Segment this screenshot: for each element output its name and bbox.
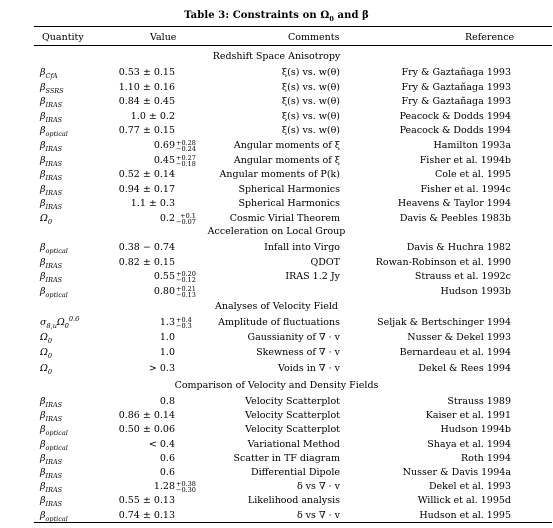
table-row [0, 495, 553, 507]
quantity-symbol: β [40, 154, 46, 166]
value-cell [160, 347, 175, 359]
quantity-cell [40, 242, 68, 254]
reference-cell: Seljak & Bertschinger 1994 [377, 317, 511, 328]
comment-cell: IRAS 1.2 Jy [285, 271, 340, 283]
quantity-symbol: σ [40, 317, 47, 328]
table-row [0, 332, 553, 344]
quantity-cell [40, 510, 68, 522]
quantity-symbol: β [40, 509, 46, 521]
value-cell [119, 495, 175, 507]
reference-cell: Hudson et al. 1995 [419, 509, 511, 521]
table-row [0, 510, 553, 522]
quantity-subscript: optical [45, 246, 68, 255]
value-main: 0.55 ± 0.13 [118, 495, 175, 507]
table-row [0, 453, 553, 465]
quantity-symbol: β [40, 110, 46, 122]
value-upper: +0.20 [176, 270, 196, 279]
quantity-cell [40, 213, 52, 225]
quantity-symbol: β [40, 140, 46, 151]
quantity-symbol: Ω [40, 362, 48, 374]
top-rule [34, 26, 552, 27]
quantity-cell [40, 481, 62, 493]
value-main: > 0.3 [148, 362, 175, 374]
comment-cell: Velocity Scatterplot [245, 396, 340, 407]
value-upper: +0.1 [180, 212, 196, 220]
value-cell [119, 82, 175, 94]
quantity-subscript: optical [45, 443, 68, 452]
value-uncertainty [176, 271, 196, 283]
section-title: Redshift Space Anisotropy [212, 51, 341, 62]
value-cell [159, 316, 192, 330]
reference-cell: Nusser & Dekel 1993 [407, 332, 511, 344]
value-upper: +0.27 [176, 153, 196, 162]
value-cell [149, 439, 175, 451]
comment-cell: Spherical Harmonics [238, 198, 340, 210]
value-main: 0.50 ± 0.06 [118, 424, 175, 436]
table-row [0, 140, 553, 152]
value-cell [160, 396, 175, 408]
value-cell [160, 453, 175, 465]
quantity-symbol: β [40, 481, 46, 493]
comment-cell: Skewness of ∇ · v [256, 347, 340, 359]
value-uncertainty [176, 317, 192, 329]
value-main: 0.69 [153, 140, 175, 151]
quantity-symbol: β [40, 410, 46, 422]
value-main: 0.6 [159, 452, 175, 464]
quantity-subscript: optical [45, 514, 68, 523]
quantity-cell [40, 363, 52, 375]
value-cell [131, 111, 175, 123]
header-rule [34, 45, 552, 46]
table-row [0, 424, 553, 436]
comment-cell: Variational Method [247, 438, 340, 450]
value-cell [119, 424, 175, 436]
quantity-symbol: β [40, 198, 46, 210]
quantity-subscript: IRAS [45, 174, 63, 183]
value-cell [119, 257, 175, 269]
table-row [0, 439, 553, 451]
value-main: 0.80 [153, 286, 175, 298]
value-cell [153, 139, 196, 153]
quantity-subscript: IRAS [45, 101, 63, 110]
quantity-cell [40, 257, 62, 269]
value-cell [119, 96, 175, 108]
quantity-subscript: IRAS [45, 188, 63, 197]
table-row [0, 198, 553, 210]
value-main: 1.0 [159, 347, 175, 359]
table-caption: Table 3: Constraints on $\Omega_0$ and β [184, 10, 369, 23]
reference-cell: Fry & Gaztañaga 1993 [401, 67, 511, 78]
value-main: 0.8 [159, 396, 175, 407]
reference-cell: Hudson 1993b [440, 286, 511, 298]
reference-cell: Hamilton 1993a [433, 140, 511, 151]
comment-cell: Scatter in TF diagram [233, 452, 340, 464]
table-row [0, 347, 553, 359]
reference-cell: Fry & Gaztañaga 1993 [401, 96, 511, 108]
value-main: 1.0 [159, 332, 175, 344]
comment-cell: Gaussianity of ∇ · v [247, 332, 340, 344]
value-cell [119, 169, 175, 181]
value-lower: −0.07 [176, 218, 196, 226]
reference-cell: Fry & Gaztañaga 1993 [401, 81, 511, 93]
table-row [0, 363, 553, 375]
quantity-cell [40, 140, 62, 152]
quantity-subscript: IRAS [45, 159, 63, 168]
quantity-subscript: 0 [47, 352, 53, 361]
reference-cell: Shaya et al. 1994 [427, 438, 511, 450]
quantity-tail-superscript: 0.6 [68, 314, 80, 323]
table-row [0, 82, 553, 94]
value-main: 0.53 ± 0.15 [118, 67, 175, 78]
quantity-cell [40, 198, 62, 210]
table-row [0, 96, 553, 108]
comment-cell: Voids in ∇ · v [278, 362, 340, 374]
value-main: < 0.4 [148, 438, 175, 450]
section-title: Acceleration on Local Group [207, 226, 346, 237]
value-main: 0.45 [153, 154, 175, 166]
table-row [0, 242, 553, 254]
comment-cell: Differential Dipole [250, 467, 340, 478]
comment-cell: Angular moments of P(k) [219, 169, 340, 181]
value-lower: −0.3 [176, 322, 192, 330]
reference-cell: Peacock & Dodds 1994 [399, 110, 511, 122]
value-uncertainty [176, 155, 196, 167]
table-row [0, 481, 553, 493]
quantity-subscript: optical [45, 290, 68, 299]
quantity-cell [40, 155, 62, 167]
quantity-subscript: optical [45, 429, 68, 438]
value-upper: +0.38 [176, 480, 196, 489]
value-cell [119, 125, 175, 137]
comment-cell: Amplitude of fluctuations [218, 317, 340, 328]
value-cell [153, 270, 196, 285]
quantity-cell [40, 495, 62, 507]
quantity-subscript: optical [45, 130, 68, 139]
comment-cell: Angular moments of ξ [233, 140, 340, 151]
quantity-subscript: IRAS [45, 115, 63, 124]
comment-cell: δ vs ∇ · v [296, 509, 340, 521]
quantity-symbol: Ω [40, 332, 48, 344]
value-main: 0.52 ± 0.14 [118, 169, 175, 181]
table-row [0, 271, 553, 283]
value-cell [149, 363, 175, 375]
reference-cell: Rowan-Robinson et al. 1990 [375, 256, 511, 268]
value-main: 1.3 [159, 317, 175, 328]
value-cell [119, 184, 175, 196]
quantity-symbol: β [40, 438, 46, 450]
quantity-symbol: β [40, 96, 46, 108]
value-main: 0.74 ± 0.13 [118, 509, 175, 521]
quantity-subscript: IRAS [45, 261, 63, 270]
value-cell [119, 410, 175, 422]
table-row [0, 467, 553, 479]
value-main: 1.1 ± 0.3 [130, 198, 175, 210]
reference-cell: Roth 1994 [460, 452, 511, 464]
value-main: 1.0 ± 0.2 [130, 110, 175, 122]
quantity-symbol: Ω [40, 213, 48, 224]
value-cell [159, 212, 196, 226]
quantity-subscript: 0 [47, 367, 53, 376]
quantity-subscript: IRAS [45, 144, 63, 153]
bottom-rule [34, 522, 552, 523]
value-uncertainty [176, 140, 196, 152]
quantity-subscript: 8,u [46, 321, 57, 330]
comment-cell: δ vs ∇ · v [296, 481, 340, 493]
quantity-subscript: IRAS [45, 415, 63, 424]
quantity-cell [40, 332, 52, 344]
value-upper: +0.28 [176, 139, 196, 147]
value-lower: −0.30 [176, 486, 196, 495]
quantity-cell [40, 82, 64, 94]
reference-cell: Heavens & Taylor 1994 [397, 198, 511, 210]
quantity-cell [40, 125, 68, 137]
quantity-symbol: β [40, 452, 46, 464]
table-row [0, 257, 553, 269]
value-main: 0.84 ± 0.45 [118, 96, 175, 108]
value-cell [131, 198, 175, 210]
reference-cell: Fisher et al. 1994b [419, 154, 511, 166]
value-uncertainty [176, 286, 196, 298]
value-main: 0.6 [159, 467, 175, 478]
table-row [0, 286, 553, 298]
value-cell [153, 285, 196, 300]
value-cell [153, 480, 196, 495]
comment-cell: ξ(s) vs. w(θ) [281, 96, 340, 108]
quantity-symbol: β [40, 125, 46, 137]
quantity-cell [40, 396, 62, 408]
quantity-subscript: 0 [47, 217, 53, 226]
value-lower: −0.12 [176, 276, 196, 285]
value-main: 0.86 ± 0.14 [118, 410, 175, 422]
comment-cell: Infall into Virgo [264, 242, 340, 253]
quantity-cell [40, 96, 62, 108]
quantity-subscript: IRAS [45, 400, 63, 409]
reference-cell: Dekel & Rees 1994 [418, 362, 511, 374]
reference-cell: Davis & Peebles 1983b [399, 213, 511, 224]
quantity-subscript: CfA [45, 71, 58, 80]
quantity-symbol: β [40, 81, 46, 93]
header-reference: Reference [465, 32, 515, 43]
comment-cell: ξ(s) vs. w(θ) [281, 125, 340, 137]
quantity-symbol: β [40, 286, 46, 298]
comment-cell: ξ(s) vs. w(θ) [281, 110, 340, 122]
table-row [0, 396, 553, 408]
value-uncertainty [176, 481, 196, 493]
value-main: 1.28 [153, 481, 175, 493]
quantity-subscript: IRAS [45, 486, 63, 495]
value-cell [160, 332, 175, 344]
reference-cell: Willick et al. 1995d [417, 495, 511, 507]
value-main: 0.2 [159, 213, 175, 224]
quantity-symbol: β [40, 67, 46, 78]
reference-cell: Bernardeau et al. 1994 [399, 347, 511, 359]
quantity-subscript: IRAS [45, 457, 63, 466]
quantity-cell [40, 467, 62, 479]
value-lower: −0.24 [176, 145, 196, 153]
quantity-symbol: β [40, 467, 46, 478]
quantity-cell [40, 347, 52, 359]
comment-cell: Cosmic Virial Theorem [229, 213, 340, 224]
value-upper: +0.21 [176, 285, 196, 294]
table-row [0, 125, 553, 137]
table-row [0, 169, 553, 181]
comment-cell: ξ(s) vs. w(θ) [281, 67, 340, 78]
quantity-cell [40, 424, 68, 436]
quantity-cell [40, 453, 62, 465]
table-row [0, 67, 553, 79]
header-value: Value [150, 32, 177, 43]
value-main: 0.82 ± 0.15 [118, 256, 175, 268]
quantity-subscript: IRAS [45, 500, 63, 509]
quantity-tail-subscript: 0 [64, 321, 69, 330]
table-row [0, 410, 553, 422]
table-row [0, 314, 553, 330]
reference-cell: Davis & Huchra 1982 [406, 242, 511, 253]
quantity-tail: Ω [56, 317, 65, 328]
quantity-symbol: β [40, 271, 46, 283]
quantity-subscript: IRAS [45, 276, 63, 285]
reference-cell: Dekel et al. 1993 [428, 481, 511, 493]
value-cell [119, 67, 175, 79]
value-main: 1.10 ± 0.16 [118, 81, 175, 93]
table-row [0, 213, 553, 225]
section-title: Comparison of Velocity and Density Fields [174, 380, 379, 391]
table-row [0, 155, 553, 167]
comment-cell: Angular moments of ξ [233, 154, 340, 166]
quantity-cell [40, 169, 62, 181]
value-main: 0.94 ± 0.17 [118, 183, 175, 195]
value-cell [119, 510, 175, 522]
header-quantity: Quantity [42, 32, 84, 43]
quantity-cell [40, 67, 58, 79]
quantity-cell [40, 271, 62, 283]
quantity-subscript: IRAS [45, 471, 63, 480]
comment-cell: Velocity Scatterplot [245, 424, 340, 436]
value-main: 0.55 [153, 271, 175, 283]
reference-cell: Fisher et al. 1994c [420, 183, 511, 195]
quantity-subscript: 0 [47, 337, 53, 346]
reference-cell: Nusser & Davis 1994a [402, 467, 511, 478]
quantity-symbol: β [40, 396, 46, 407]
value-uncertainty [176, 213, 196, 225]
value-lower: −0.13 [176, 291, 196, 300]
quantity-cell [40, 184, 62, 196]
quantity-cell [40, 439, 68, 451]
value-cell [119, 242, 175, 254]
reference-cell: Cole et al. 1995 [434, 169, 511, 181]
comment-cell: Velocity Scatterplot [245, 410, 340, 422]
comment-cell: Likelihood analysis [247, 495, 340, 507]
quantity-cell [40, 286, 68, 298]
reference-cell: Hudson 1994b [440, 424, 511, 436]
comment-cell: Spherical Harmonics [238, 183, 340, 195]
reference-cell: Peacock & Dodds 1994 [399, 125, 511, 137]
quantity-symbol: β [40, 495, 46, 507]
table-row [0, 111, 553, 123]
value-lower: −0.18 [176, 159, 196, 168]
quantity-symbol: β [40, 424, 46, 436]
value-main: 0.38 − 0.74 [118, 242, 175, 253]
comment-cell: ξ(s) vs. w(θ) [281, 81, 340, 93]
header-comments: Comments [288, 32, 340, 43]
quantity-cell [40, 111, 62, 123]
reference-cell: Kaiser et al. 1991 [425, 410, 511, 422]
reference-cell: Strauss 1989 [447, 396, 511, 407]
reference-cell: Strauss et al. 1992c [414, 271, 511, 283]
quantity-symbol: β [40, 169, 46, 181]
quantity-subscript: SSRS [45, 86, 64, 95]
quantity-symbol: Ω [40, 347, 48, 359]
quantity-symbol: β [40, 183, 46, 195]
quantity-cell [40, 314, 80, 330]
value-cell [153, 153, 196, 168]
quantity-symbol: β [40, 242, 46, 253]
comment-cell: QDOT [310, 256, 340, 268]
section-title: Analyses of Velocity Field [215, 301, 338, 312]
value-cell [160, 467, 175, 479]
quantity-symbol: β [40, 256, 46, 268]
quantity-subscript: IRAS [45, 203, 63, 212]
value-main: 0.77 ± 0.15 [118, 125, 175, 137]
value-upper: +0.4 [176, 316, 192, 324]
quantity-cell [40, 410, 62, 422]
table-row [0, 184, 553, 196]
